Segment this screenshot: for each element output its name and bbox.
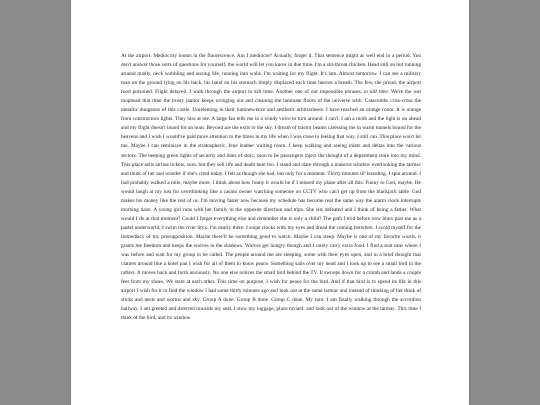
body-text-part-2: . We're the wet mophead that time the trusty janitor keeps wringing out and cleaning the laminate floors of the universe with. Catacombs criss-cross the metallic dungeons of this castle. Unrelenting in their luminescence and aesthetic arbitrariness. I have reached an orange room. It is orange from construction lights. They hiss at me. A large fan tells me in a windy voice to turn around. I can't. I am a moth and the light is on ahead and my flight doesn't board for an hour. Beyond are the exits to the sky. I dream of tractor beams caressing me in warm tunnels bound for the heavens and I wish I would've paid more attention to the times in my life when I was close to feeling that way. I still can. This place won't let me. Maybe I can reminisce in the stratospheric, blue leather waiting room. I keep walking and seeing inlets and deltas into the various sectors. The beeping green lights of security and lines of stoic, soon to be passengers inject the thought of a department store into my mind. This place sells airline tickets, sure, but they sell life and death here too. I stand and stare through a massive window overlooking the tarmac and think of her and wonder if she's cried today. I felt as though she had, but only for a moment. Thirty minutes til' boarding. I spin around. I had probably walked a mile, maybe more. I think about how funny it would be if I missed my plane after all this. Funny to God, maybe. He would laugh at my lust for overthinking like a casino owner watching someone on CCTV who can't get up from the blackjack table. God makes his money like the rest of us. I'm moving faster now because my schedule has become real the same way the alarm clock interrupts morning daze. A young girl runs with her family in the opposite direction and trips. She sits defeated and I think of being a father. What would I do at that moment? Could I forget everything else and remember she is only a child? The path I trod before now blurs past me as a pastel underworld; I swim the river Styx. I'm nearly there. I snipe clocks with my eyes and dread the coming boredom. I scold myself for the immediacy of my presupposition. Maybe there'll be something good to watch. Maybe I can sleep. Maybe is one of my favorite words, it grants me freedom and keeps the wolves in the shadows. Wolves get hungry though and I rarely carry extra food. I find a seat near where I was before and wait for my group to be called. The people around me are sleeping, some with their eyes open, and in a brief thought that clatters around like a hotel pan I wish for all of them to know peace. Something sails over my head and I look up to see a small bird in the rafters. It moves back and forth anxiously. No one else notices the small bird behind the TV. It swoops down for a crumb and lands a couple feet from my shoes. We stare at each other. This time on purpose, I wish for peace for the bird. And if that bird is to spend its life in this airport I wish for it to find the window I had some thirty minutes ago and look out at the same tarmac and instead of thinking of her think of sticks and nests and worms and sky. Group A done. Group B done. Group C done. My turn. I am finally walking through the accordion hallway. I am greeted and directed towards my seat. I stow my luggage, place myself, and look out of the window at the tarmac. This time I think of the bird, and its window. bbox=[121, 89, 422, 322]
italic-phrase: to kill time bbox=[363, 89, 388, 96]
body-paragraph bbox=[121, 52, 421, 323]
document-page bbox=[71, 0, 469, 405]
body-text-part-1: At the airport. Mediocrity looms in the fluorescence. Am I mediocre? Actually, forget it. That sentence might as well end in a period. You don't answer those sorts of questions for yourself, the world will let you know in due time. I'm a slit-throat chicken. Head still on but running around madly, neck wobbling and oozing life, running into walls. I'm waiting for my flight. It's late. Almost tomorrow. I can see a military man on the ground lying on his back, his hand on his stomach limply displaced each time heaves a breath. The few, the proud, the airport food poisoned. Flight delayed. I walk through the airport to kill time. Another one of our impossible phrases, bbox=[121, 53, 421, 96]
